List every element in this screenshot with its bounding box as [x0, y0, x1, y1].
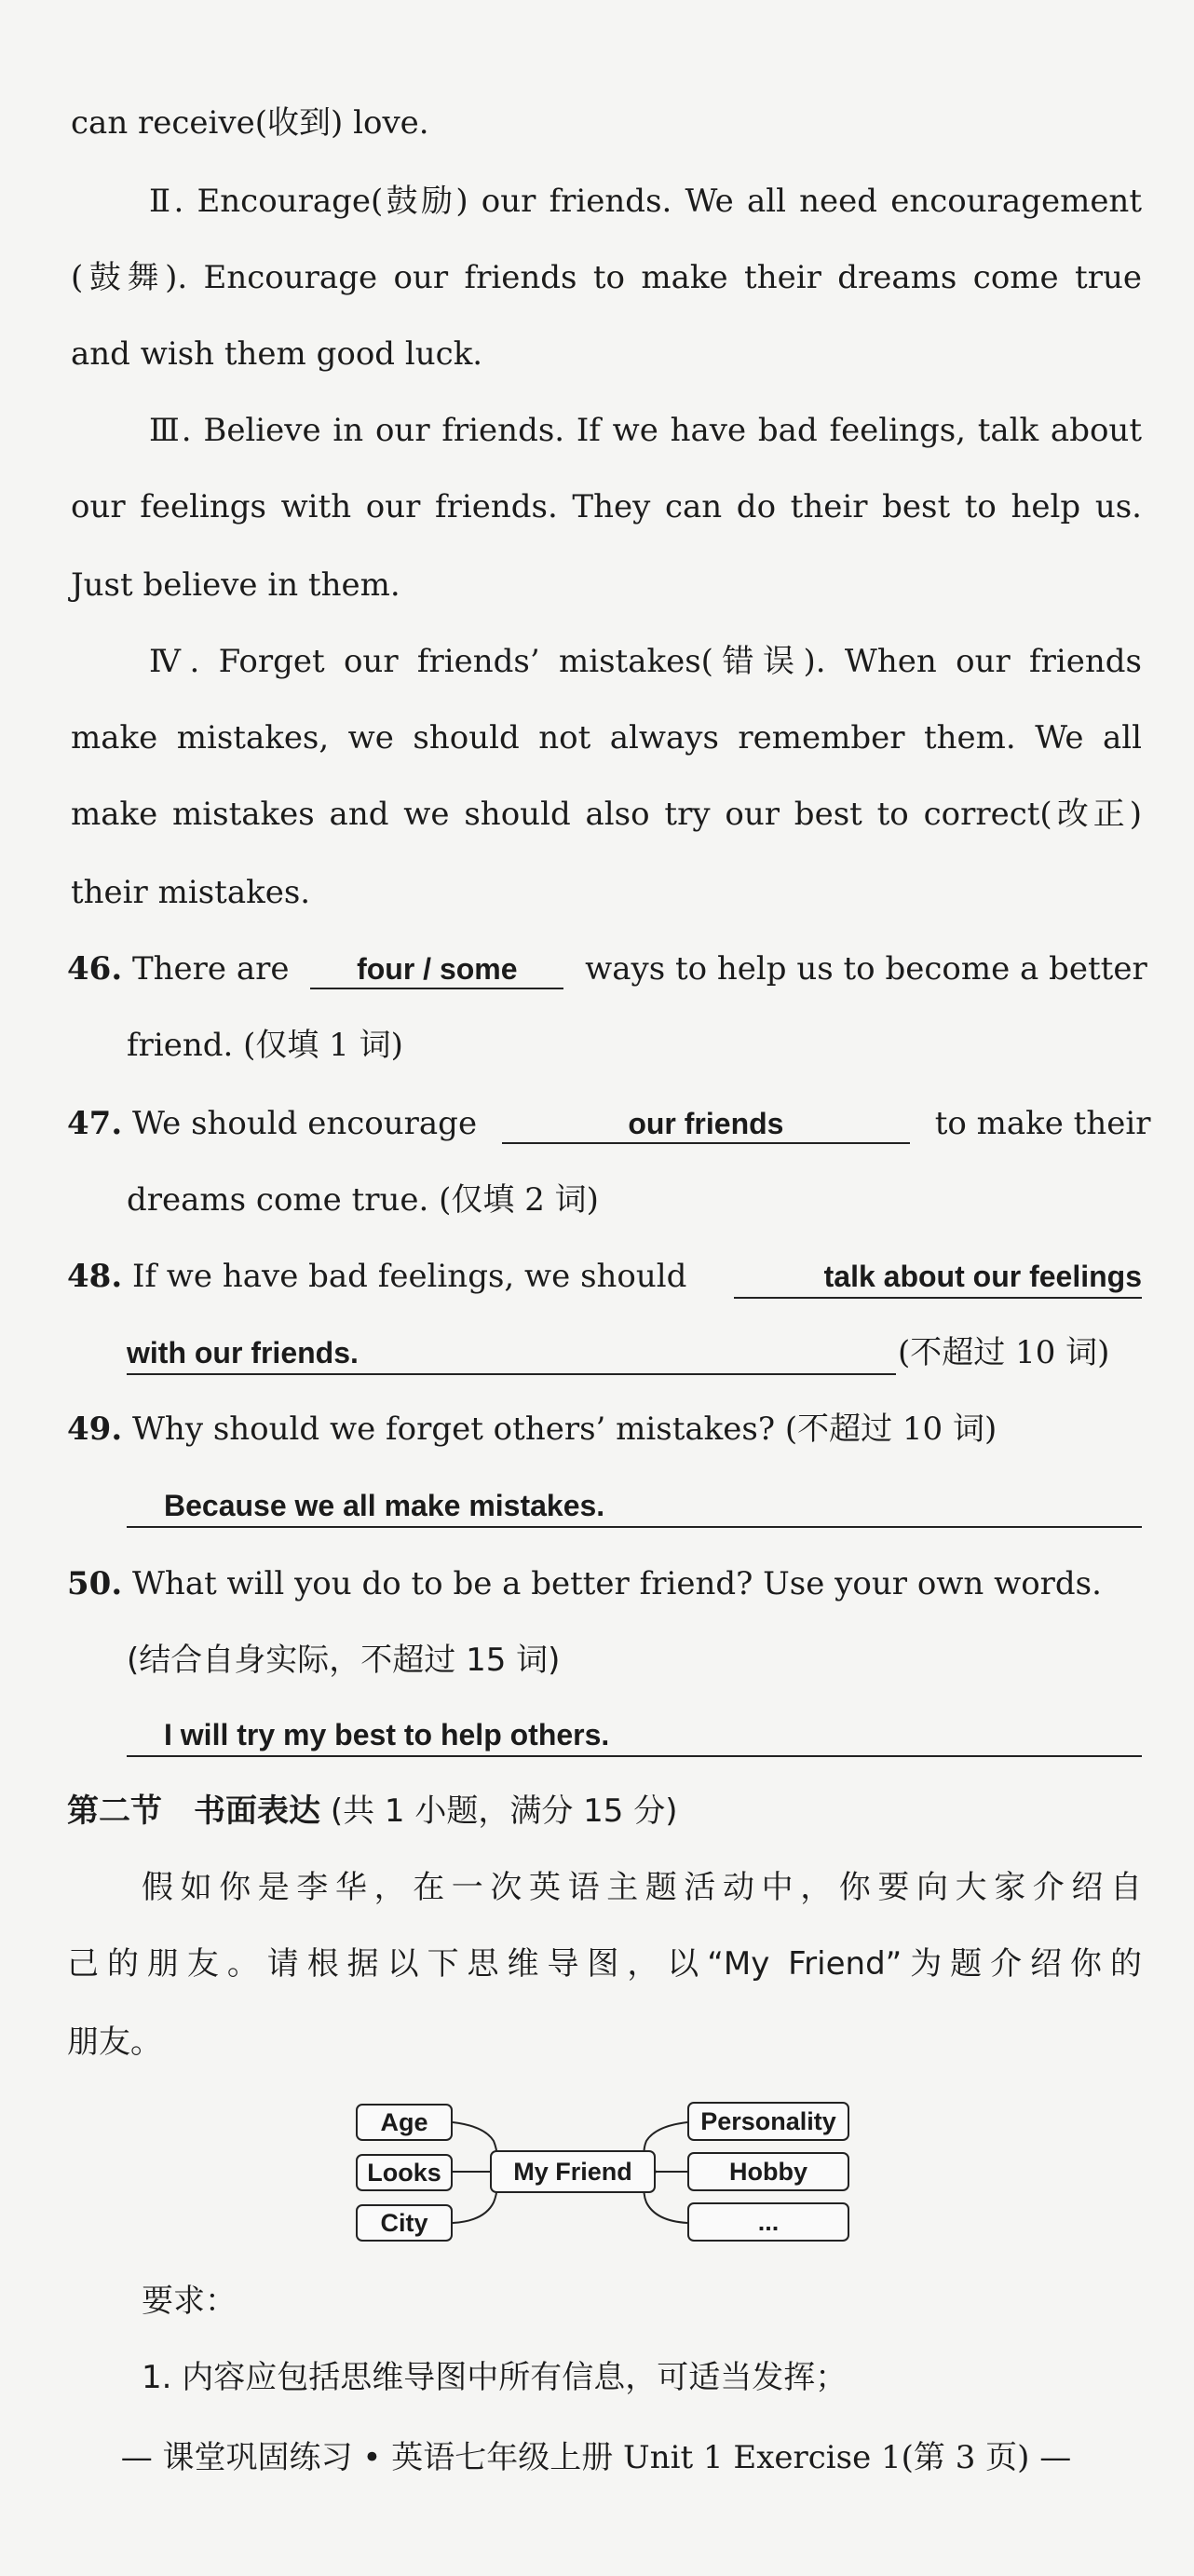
question-note: (不超过 10 词)	[898, 1334, 1110, 1371]
passage-line: can receive(收到) love.	[71, 104, 429, 142]
passage-line: and wish them good luck.	[71, 335, 483, 373]
answer-blank[interactable]: our friends	[502, 1105, 910, 1144]
mindmap-center-node: My Friend	[490, 2150, 656, 2193]
passage-line: Ⅳ. Forget our friends’ mistakes(错误). When our friends	[149, 643, 1142, 680]
requirement-item: 1. 内容应包括思维导图中所有信息，可适当发挥；	[142, 2359, 848, 2396]
question-text: What will you do to be a better friend? Use your own words.	[131, 1565, 1102, 1602]
passage-line: their mistakes.	[71, 874, 311, 911]
question-number: 47.	[67, 1105, 123, 1142]
question-text: friend. (仅填 1 词)	[127, 1027, 403, 1064]
question-number: 46.	[67, 950, 123, 988]
mindmap-node-looks: Looks	[356, 2154, 453, 2191]
question-number: 48.	[67, 1258, 123, 1295]
mindmap-node-personality: Personality	[687, 2102, 849, 2141]
mindmap-node-more: ...	[687, 2202, 849, 2242]
passage-line: (鼓舞). Encourage our friends to make their dreams come true	[71, 259, 1142, 296]
question-number: 49.	[67, 1411, 123, 1448]
question-text: We should encourage	[131, 1105, 478, 1142]
prompt-line: 朋友。	[67, 2024, 162, 2061]
answer-text[interactable]: Because we all make mistakes.	[164, 1489, 605, 1522]
section-meta: (共 1 小题，满分 15 分)	[330, 1792, 678, 1830]
question-text: dreams come true. (仅填 2 词)	[127, 1181, 599, 1219]
requirements-heading: 要求：	[142, 2283, 237, 2320]
question-text: If we have bad feelings, we should	[131, 1258, 687, 1295]
question-text: Why should we forget others’ mistakes? (不超过 10 词)	[131, 1411, 997, 1448]
mindmap-node-hobby: Hobby	[687, 2152, 849, 2191]
passage-line: Ⅲ. Believe in our friends. If we have bad feelings, talk about	[149, 412, 1142, 449]
question-text: There are	[131, 950, 290, 988]
passage-line: make mistakes and we should also try our best to correct(改正)	[71, 796, 1142, 833]
passage-line: our feelings with our friends. They can do their best to help us.	[71, 488, 1142, 525]
passage-line: make mistakes, we should not always remember them. We all	[71, 719, 1142, 756]
question-text: to make their	[934, 1105, 1151, 1142]
page-footer: — 课堂巩固练习 • 英语七年级上册 Unit 1 Exercise 1(第 3 页) —	[120, 2439, 1072, 2476]
question-text: ways to help us to become a better	[585, 950, 1147, 988]
prompt-line: 假如你是李华，在一次英语主题活动中，你要向大家介绍自	[142, 1869, 1142, 1906]
mindmap-node-city: City	[356, 2204, 453, 2242]
answer-text[interactable]: talk about our feelings	[823, 1260, 1142, 1293]
answer-text[interactable]: I will try my best to help others.	[164, 1718, 610, 1751]
section-title: 第二节 书面表达	[67, 1792, 320, 1830]
mindmap-node-age: Age	[356, 2104, 453, 2141]
question-text: (结合自身实际，不超过 15 词)	[127, 1642, 561, 1679]
question-number: 50.	[67, 1565, 123, 1602]
passage-line: Just believe in them.	[71, 566, 400, 604]
passage-line: Ⅱ. Encourage(鼓励) our friends. We all need encouragement	[149, 183, 1142, 220]
answer-blank[interactable]: four / some	[310, 950, 563, 989]
answer-text[interactable]: with our friends.	[127, 1336, 359, 1370]
prompt-line: 己的朋友。请根据以下思维导图，以“My Friend”为题介绍你的	[67, 1945, 1142, 1983]
